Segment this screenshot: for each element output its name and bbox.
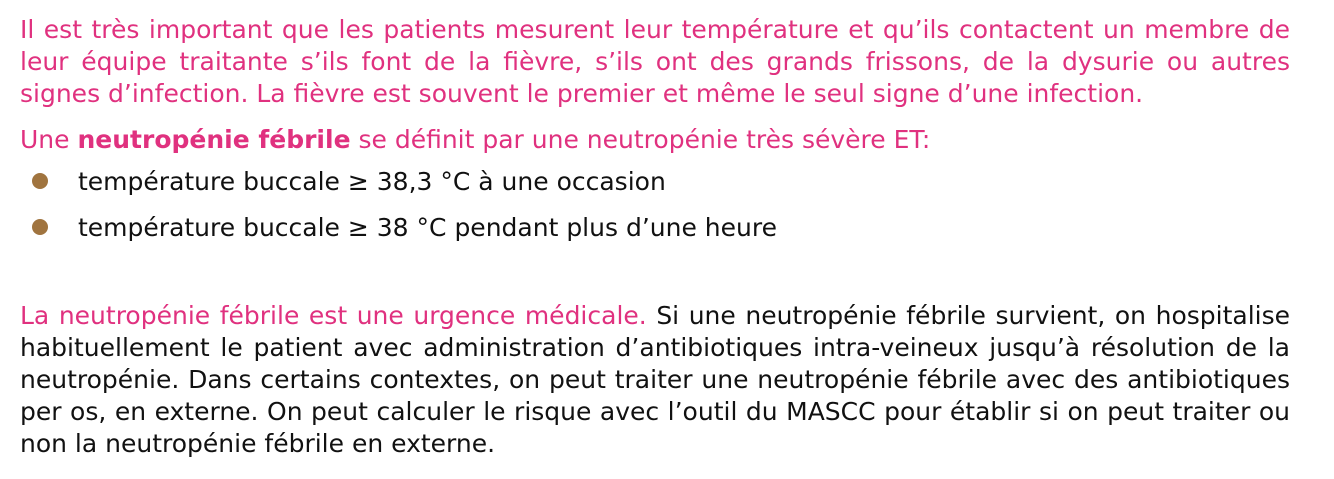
conclusion-paragraph <box>20 300 1290 460</box>
list-item <box>20 166 1290 206</box>
urgency-highlight: La neutropénie fébrile est une urgence médicale. <box>20 301 647 330</box>
criteria-list <box>20 166 1290 252</box>
bullet-dot-icon <box>32 173 48 189</box>
definition-prefix: Une <box>20 125 78 154</box>
list-item <box>20 212 1290 252</box>
definition-term: neutropénie fébrile <box>77 125 351 154</box>
section-spacer <box>20 252 1290 300</box>
list-item-text: température buccale ≥ 38,3 °C à une occasion <box>78 167 666 196</box>
intro-paragraph: Il est très important que les patients mesurent leur température et qu’ils contactent un membre de leur équipe traitante s’ils font de la fièvre, s’ils ont des grands frissons, de la dysurie ou autres signes d’infection. La fièvre est souvent le premier et même le seul signe d’une infection. <box>20 15 1290 108</box>
definition-suffix: se définit par une neutropénie très sévère ET: <box>350 125 931 154</box>
conclusion-body: Si une neutropénie fébrile survient, on hospitalise habituellement le patient avec administration d’antibiotiques intra-veineux jusqu’à résolution de la neutropénie. Dans certains contextes, on peut traiter une neutropénie fébrile avec des antibiotiques per os, en externe. On peut calculer le risque avec l’outil du MASCC pour établir si on peut traiter ou non la neutropénie fébrile en externe. <box>20 301 1291 458</box>
bullet-dot-icon <box>32 219 48 235</box>
definition-paragraph <box>20 124 1290 156</box>
list-item-text: température buccale ≥ 38 °C pendant plus d’une heure <box>78 213 777 242</box>
